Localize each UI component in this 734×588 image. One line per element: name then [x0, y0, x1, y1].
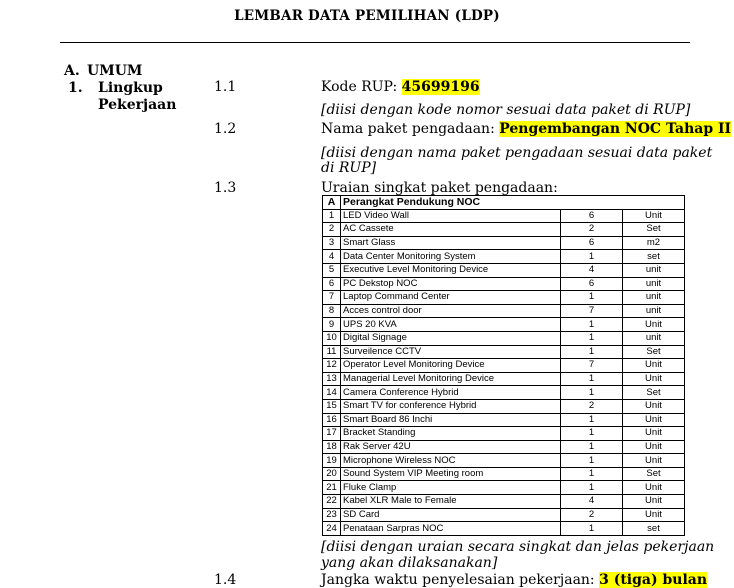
table-row [323, 386, 685, 400]
row-unit: m2 [623, 236, 685, 250]
row-number: 18 [323, 440, 341, 454]
row-item-name: Acces control door [341, 304, 561, 318]
table-row [323, 291, 685, 305]
row-number: 3 [323, 236, 341, 250]
row-quantity: 2 [561, 399, 623, 413]
row-quantity: 1 [561, 386, 623, 400]
row-unit: Unit [623, 413, 685, 427]
kode-rup-note: [diisi dengan kode nomor sesuai data paket di RUP] [321, 102, 691, 118]
row-number: 16 [323, 413, 341, 427]
row-unit: Set [623, 223, 685, 237]
row-unit: Unit [623, 427, 685, 441]
table-row [323, 522, 685, 536]
table-row [323, 209, 685, 223]
table-row [323, 467, 685, 481]
subsection-name-line1: Lingkup [98, 80, 163, 96]
row-item-name: Fluke Clamp [341, 481, 561, 495]
row-unit: Unit [623, 440, 685, 454]
row-number: 21 [323, 481, 341, 495]
row-item-name: Camera Conference Hybrid [341, 386, 561, 400]
row-item-name: PC Dekstop NOC [341, 277, 561, 291]
row-number: 8 [323, 304, 341, 318]
row-item-name: Smart Board 86 Inchi [341, 413, 561, 427]
item-number-1-1: 1.1 [214, 79, 237, 95]
row-unit: Unit [623, 454, 685, 468]
subsection-number: 1. [68, 80, 83, 96]
row-number: 23 [323, 508, 341, 522]
item-number-1-3: 1.3 [214, 180, 237, 196]
row-unit: Unit [623, 481, 685, 495]
kode-rup-value: 45699196 [401, 79, 480, 95]
row-number: 14 [323, 386, 341, 400]
row-quantity: 4 [561, 495, 623, 509]
row-item-name: UPS 20 KVA [341, 318, 561, 332]
section-letter: A. [64, 63, 80, 79]
jangka-waktu-value: 3 (tiga) bulan [599, 572, 708, 588]
row-number: 15 [323, 399, 341, 413]
row-unit: Unit [623, 359, 685, 373]
uraian-note-line1: [diisi dengan uraian secara singkat dan jelas pekerjaan [321, 539, 715, 555]
table-row [323, 440, 685, 454]
row-number: 6 [323, 277, 341, 291]
row-item-name: Laptop Command Center [341, 291, 561, 305]
group-name: Perangkat Pendukung NOC [341, 196, 685, 210]
nama-paket-note-line1: [diisi dengan nama paket pengadaan sesuai data paket [321, 145, 713, 161]
kode-rup [321, 79, 480, 95]
jangka-waktu [321, 572, 707, 588]
row-quantity: 7 [561, 304, 623, 318]
table-row [323, 345, 685, 359]
row-unit: Set [623, 467, 685, 481]
table-row [323, 413, 685, 427]
row-number: 19 [323, 454, 341, 468]
row-number: 2 [323, 223, 341, 237]
table-row [323, 481, 685, 495]
row-unit: set [623, 250, 685, 264]
uraian-label: Uraian singkat paket pengadaan: [321, 180, 558, 196]
row-item-name: LED Video Wall [341, 209, 561, 223]
row-number: 4 [323, 250, 341, 264]
row-number: 13 [323, 372, 341, 386]
table-row [323, 495, 685, 509]
row-item-name: Rak Server 42U [341, 440, 561, 454]
row-item-name: AC Cassete [341, 223, 561, 237]
table-row [323, 277, 685, 291]
row-quantity: 1 [561, 454, 623, 468]
row-quantity: 1 [561, 481, 623, 495]
row-unit: Unit [623, 399, 685, 413]
jangka-waktu-label: Jangka waktu penyelesaian pekerjaan: [321, 572, 600, 588]
row-quantity: 6 [561, 209, 623, 223]
row-item-name: Smart Glass [341, 236, 561, 250]
table-group-header [323, 196, 685, 210]
item-number-1-4: 1.4 [214, 572, 237, 588]
row-item-name: Microphone Wireless NOC [341, 454, 561, 468]
row-quantity: 1 [561, 413, 623, 427]
row-item-name: Digital Signage [341, 331, 561, 345]
table-row [323, 359, 685, 373]
kode-rup-label: Kode RUP: [321, 79, 402, 95]
table-row [323, 372, 685, 386]
table-row [323, 304, 685, 318]
row-item-name: Kabel XLR Male to Female [341, 495, 561, 509]
row-unit: set [623, 522, 685, 536]
table-row [323, 508, 685, 522]
row-unit: Set [623, 345, 685, 359]
row-quantity: 6 [561, 236, 623, 250]
row-item-name: Smart TV for conference Hybrid [341, 399, 561, 413]
row-quantity: 2 [561, 508, 623, 522]
table-row [323, 236, 685, 250]
row-number: 7 [323, 291, 341, 305]
row-item-name: Managerial Level Monitoring Device [341, 372, 561, 386]
table-row [323, 263, 685, 277]
row-item-name: Penataan Sarpras NOC [341, 522, 561, 536]
row-item-name: Data Center Monitoring System [341, 250, 561, 264]
row-number: 1 [323, 209, 341, 223]
table-row [323, 331, 685, 345]
row-number: 24 [323, 522, 341, 536]
row-quantity: 6 [561, 277, 623, 291]
uraian-note-line2: yang akan dilaksanakan] [321, 555, 498, 571]
item-number-1-2: 1.2 [214, 121, 237, 137]
table-row [323, 399, 685, 413]
row-quantity: 7 [561, 359, 623, 373]
row-number: 10 [323, 331, 341, 345]
row-quantity: 1 [561, 467, 623, 481]
row-number: 11 [323, 345, 341, 359]
row-quantity: 2 [561, 223, 623, 237]
row-number: 12 [323, 359, 341, 373]
row-item-name: SD Card [341, 508, 561, 522]
table-row [323, 223, 685, 237]
table-row [323, 427, 685, 441]
row-item-name: Sound System VIP Meeting room [341, 467, 561, 481]
row-unit: unit [623, 263, 685, 277]
row-unit: Unit [623, 508, 685, 522]
row-unit: Unit [623, 372, 685, 386]
nama-paket-note-line2: di RUP] [321, 160, 377, 176]
table-row [323, 318, 685, 332]
items-table [322, 195, 685, 536]
table-row [323, 250, 685, 264]
row-unit: unit [623, 331, 685, 345]
row-item-name: Operator Level Monitoring Device [341, 359, 561, 373]
row-unit: unit [623, 277, 685, 291]
row-unit: Unit [623, 318, 685, 332]
row-unit: unit [623, 291, 685, 305]
row-unit: Unit [623, 209, 685, 223]
section-name: UMUM [87, 63, 143, 79]
row-quantity: 1 [561, 522, 623, 536]
row-quantity: 4 [561, 263, 623, 277]
row-number: 22 [323, 495, 341, 509]
row-quantity: 1 [561, 345, 623, 359]
row-unit: unit [623, 304, 685, 318]
row-item-name: Bracket Standing [341, 427, 561, 441]
title-divider [60, 42, 690, 43]
group-code: A [323, 196, 341, 210]
nama-paket-label: Nama paket pengadaan: [321, 121, 500, 137]
row-number: 5 [323, 263, 341, 277]
row-item-name: Executive Level Monitoring Device [341, 263, 561, 277]
row-quantity: 1 [561, 318, 623, 332]
table-row [323, 454, 685, 468]
subsection-name-line2: Pekerjaan [98, 97, 177, 113]
row-quantity: 1 [561, 250, 623, 264]
row-quantity: 1 [561, 372, 623, 386]
row-quantity: 1 [561, 291, 623, 305]
document-title: LEMBAR DATA PEMILIHAN (LDP) [234, 8, 500, 24]
row-unit: Unit [623, 495, 685, 509]
row-unit: Set [623, 386, 685, 400]
row-quantity: 1 [561, 427, 623, 441]
nama-paket-value: Pengembangan NOC Tahap II [499, 121, 732, 137]
row-number: 17 [323, 427, 341, 441]
row-quantity: 1 [561, 331, 623, 345]
row-number: 9 [323, 318, 341, 332]
row-number: 20 [323, 467, 341, 481]
row-item-name: Surveilence CCTV [341, 345, 561, 359]
nama-paket [321, 121, 731, 137]
row-quantity: 1 [561, 440, 623, 454]
